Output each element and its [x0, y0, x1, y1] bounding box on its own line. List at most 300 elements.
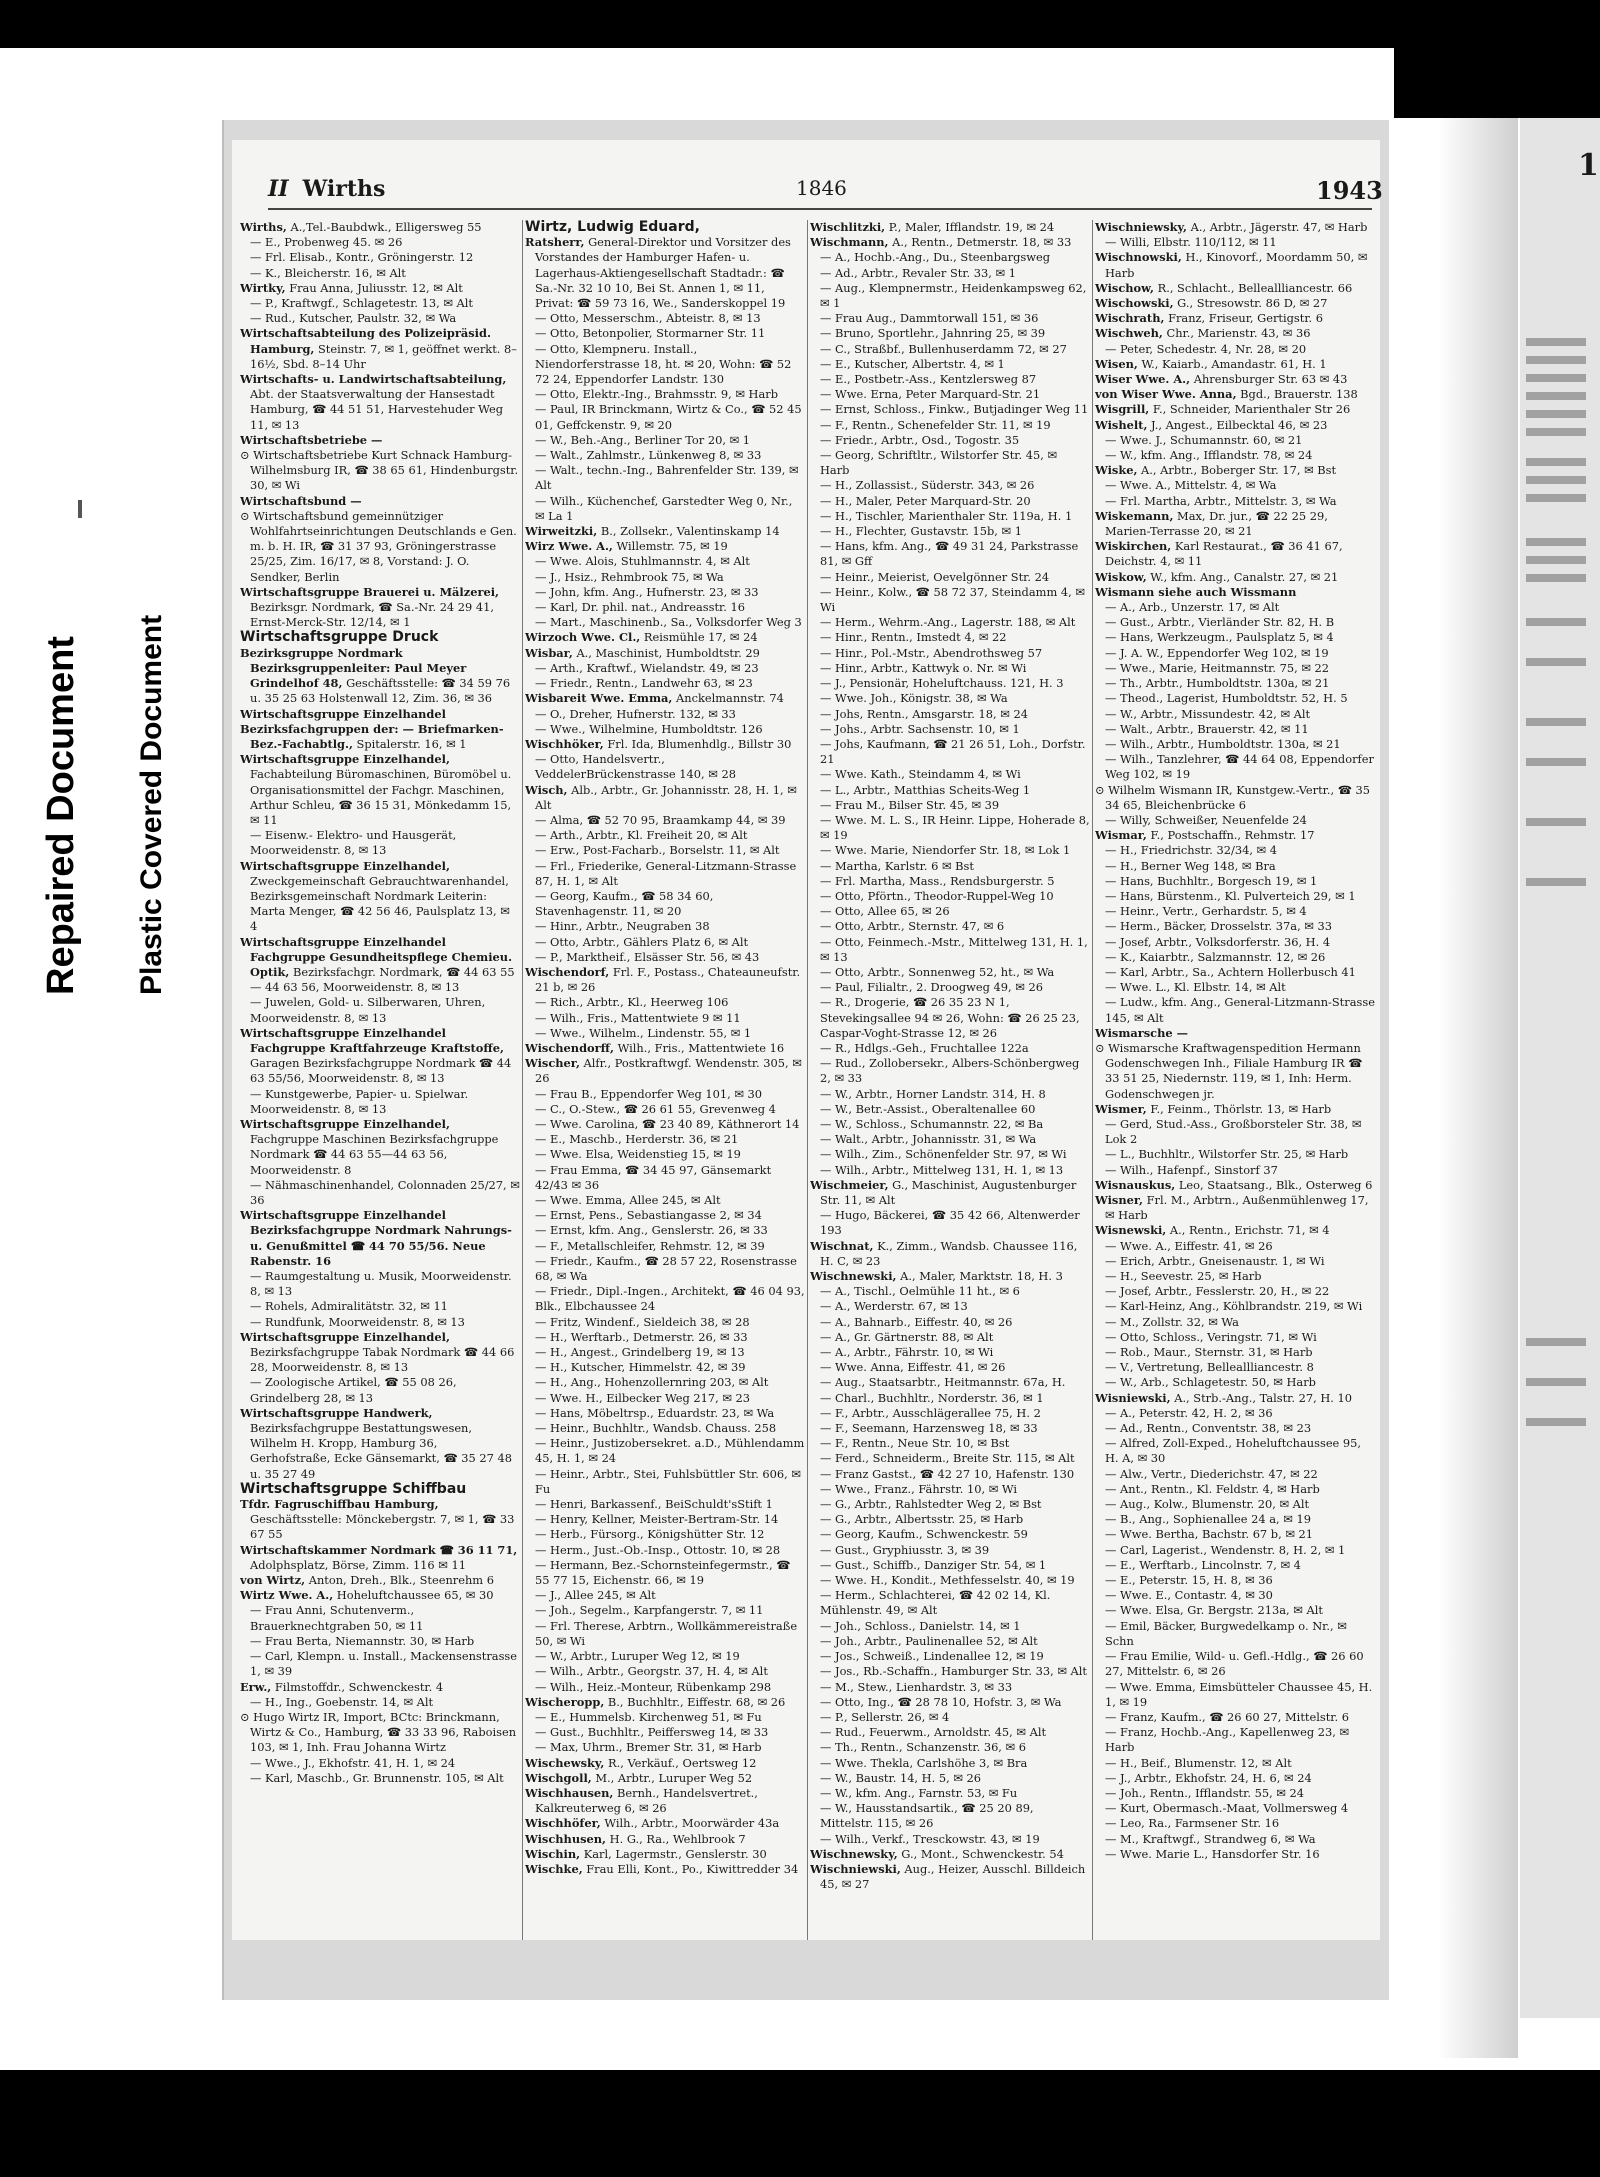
- directory-entry: — Joh., Arbtr., Paulinenallee 52, ✉ Alt: [820, 1633, 1038, 1648]
- directory-entry: — Wwe. Bertha, Bachstr. 67 b, ✉ 21: [1105, 1527, 1313, 1542]
- scan-border-bottom: [0, 2070, 1600, 2177]
- directory-entry: — J., Arbtr., Ekhofstr. 24, H. 6, ✉ 24: [1105, 1770, 1312, 1785]
- directory-entry: — Rohels, Admiralitätstr. 32, ✉ 11: [250, 1299, 448, 1314]
- directory-entry: Wischnewski, A., Maler, Marktstr. 18, H. 3: [810, 1269, 1063, 1284]
- directory-entry: Wirtschaftskammer Nordmark ☎ 36 11 71, Adolphsplatz, Börse, Zimm. 116 ✉ 11: [240, 1542, 518, 1572]
- directory-entry: — Joh., Rentn., Ifflandstr. 55, ✉ 24: [1105, 1785, 1304, 1800]
- directory-entry: — Max, Uhrm., Bremer Str. 31, ✉ Harb: [535, 1740, 762, 1755]
- directory-entry: — Peter, Schedestr. 4, Nr. 28, ✉ 20: [1105, 341, 1307, 356]
- directory-entry: Wisch, Alb., Arbtr., Gr. Johannisstr. 28, H. 1, ✉ Alt: [525, 782, 797, 812]
- directory-entry: — Frau Emma, ☎ 34 45 97, Gänsemarkt 42/43 ✉ 36: [535, 1162, 772, 1192]
- directory-entry: Wischnat, K., Zimm., Wandsb. Chaussee 116, H. C, ✉ 23: [810, 1238, 1078, 1268]
- directory-entry: — K., Bleicherstr. 16, ✉ Alt: [250, 265, 406, 280]
- directory-entry: — A., Bahnarb., Eiffestr. 40, ✉ 26: [820, 1314, 1013, 1329]
- directory-entry: Wirtschaftsgruppe Schiffbau: [240, 1480, 467, 1497]
- directory-entry: — H., Werftarb., Detmerstr. 26, ✉ 33: [535, 1329, 748, 1344]
- directory-entry: Wisner, Frl. M., Arbtrn., Außenmühlenweg 17, ✉ Harb: [1095, 1193, 1369, 1223]
- directory-entry: — Rud., Kutscher, Paulstr. 32, ✉ Wa: [250, 311, 457, 326]
- directory-entry: — Wwe., Marie, Heitmannstr. 75, ✉ 22: [1105, 660, 1330, 675]
- directory-entry: — Joh., Segelm., Karpfangerstr. 7, ✉ 11: [535, 1603, 764, 1618]
- directory-entry: — Gust., Schiffb., Danziger Str. 54, ✉ 1: [820, 1557, 1047, 1572]
- directory-entry: — Alfred, Zoll-Exped., Hoheluftchaussee 95, H. A, ✉ 30: [1105, 1436, 1362, 1466]
- directory-entry: — Herb., Fürsorg., Königshütter Str. 12: [535, 1527, 765, 1542]
- directory-column-3: [810, 220, 1090, 1960]
- margin-mark: [78, 500, 82, 518]
- directory-entry: — W., Betr.-Assist., Oberaltenallee 60: [820, 1101, 1036, 1116]
- directory-entry: — Charl., Buchhltr., Norderstr. 36, ✉ 1: [820, 1390, 1044, 1405]
- directory-entry: — R., Hdlgs.-Geh., Fruchtallee 122a: [820, 1040, 1029, 1055]
- directory-entry: — Ludw., kfm. Ang., General-Litzmann-Strasse 145, ✉ Alt: [1105, 995, 1375, 1025]
- directory-entry: — Bruno, Sportlehr., Jahnring 25, ✉ 39: [820, 326, 1046, 341]
- directory-entry: Wirtschaftsgruppe Druck: [240, 629, 439, 646]
- directory-entry: — W., Beh.-Ang., Berliner Tor 20, ✉ 1: [535, 432, 750, 447]
- directory-entry: — Hans, Werkzeugm., Paulsplatz 5, ✉ 4: [1105, 630, 1334, 645]
- directory-entry: — Josef, Arbtr., Volksdorferstr. 36, H. 4: [1105, 934, 1331, 949]
- directory-entry: — Alw., Vertr., Diederichstr. 47, ✉ 22: [1105, 1466, 1318, 1481]
- directory-entry: — H., Maler, Peter Marquard-Str. 20: [820, 493, 1031, 508]
- directory-entry: Wirtschaftsgruppe Einzelhandel Fachgruppe Gesundheitspflege Chemieu. Optik, Bezirksfachgr. Nordmark, ☎ 44 63 55 — 44 63 56, Moorweidenstr. 8, ✉ 13: [240, 934, 515, 995]
- directory-entry: — Frau Berta, Niemannstr. 30, ✉ Harb: [250, 1633, 475, 1648]
- page-header: [268, 176, 1383, 216]
- directory-entry: — Martha, Karlstr. 6 ✉ Bst: [820, 858, 974, 873]
- directory-entry: — Wwe., J., Ekhofstr. 41, H. 1, ✉ 24: [250, 1755, 456, 1770]
- directory-entry: Wirtschaftsgruppe Handwerk, Bezirksfachgruppe Bestattungswesen, Wilhelm H. Kropp, Hamburg 36, Gerhofstraße, Ecke Gänsemarkt, ☎ 35 27 48 u. 35 27 49: [240, 1405, 513, 1481]
- directory-column-1: [240, 220, 520, 1960]
- directory-entry: — Mart., Maschinenb., Sa., Volksdorfer Weg 3: [535, 615, 802, 630]
- directory-entry: — Otto, Schloss., Veringstr. 71, ✉ Wi: [1105, 1329, 1317, 1344]
- directory-entry: — P., Kraftwgf., Schlagetestr. 13, ✉ Alt: [250, 296, 473, 311]
- directory-entry: Wirtz, Ludwig Eduard,: [525, 220, 700, 235]
- directory-entry: Wirths, A.,Tel.-Baubdwk., Elligersweg 55: [240, 220, 482, 234]
- directory-entry: Wischeropp, B., Buchhltr., Eiffestr. 68, ✉ 26: [525, 1694, 786, 1709]
- directory-entry: — Herm., Schlachterei, ☎ 42 02 14, Kl. Mühlenstr. 49, ✉ Alt: [820, 1588, 1051, 1618]
- directory-entry: Wisgrill, F., Schneider, Marienthaler Str 26: [1095, 402, 1351, 417]
- directory-entry: — Wilh., Fris., Mattentwiete 9 ✉ 11: [535, 1010, 741, 1025]
- directory-entry: — Gust., Arbtr., Vierländer Str. 82, H. B: [1105, 615, 1335, 630]
- directory-entry: — Wilh., Küchenchef, Garstedter Weg 0, Nr., ✉ La 1: [535, 493, 793, 523]
- directory-entry: — A., Tischl., Oelmühle 11 ht., ✉ 6: [820, 1284, 1020, 1299]
- directory-entry: — Karl, Dr. phil. nat., Andreasstr. 16: [535, 600, 745, 615]
- directory-entry: — Wwe. M. L. S., IR Heinr. Lippe, Hoherade 8, ✉ 19: [820, 812, 1090, 843]
- directory-entry: — H., Kutscher, Himmelstr. 42, ✉ 39: [535, 1360, 746, 1375]
- directory-entry: Wischniewski, Aug., Heizer, Ausschl. Billdeich 45, ✉ 27: [810, 1861, 1086, 1892]
- directory-entry: Bezirksfachgruppen der: — Briefmarken-Bez.-Fachabtlg., Spitalerstr. 16, ✉ 1: [240, 721, 504, 751]
- directory-entry: — Hinr., Arbtr., Neugraben 38: [535, 919, 710, 934]
- directory-entry: Wischnewsky, G., Mont., Schwenckestr. 54: [810, 1846, 1064, 1861]
- directory-entry: Wiske, A., Arbtr., Boberger Str. 17, ✉ Bst: [1095, 463, 1337, 478]
- directory-entry: Tfdr. Fagruschiffbau Hamburg, Geschäftsstelle: Mönckebergstr. 7, ✉ 1, ☎ 33 67 55: [240, 1497, 515, 1542]
- directory-entry: — Wwe. Marie L., Hansdorfer Str. 16: [1105, 1846, 1320, 1861]
- directory-entry: — Otto, Klempneru. Install., Niendorferstrasse 18, ht. ✉ 20, Wohn: ☎ 52 72 24, Eppendorfer Landstr. 130: [535, 341, 792, 387]
- directory-entry: — F., Rentn., Neue Str. 10, ✉ Bst: [820, 1436, 1010, 1451]
- directory-entry: Wirzoch Wwe. Cl., Reismühle 17, ✉ 24: [525, 630, 758, 645]
- directory-entry: — E., Werftarb., Lincolnstr. 7, ✉ 4: [1105, 1557, 1301, 1572]
- directory-entry: Bezirksgruppe Nordmark Bezirksgruppenleiter: Paul Meyer Grindelhof 48, Geschäftsstelle: ☎ 34 59 76 u. 35 25 63 Holstenwall 12, Zim. 36, ✉ 36: [240, 645, 511, 706]
- directory-entry: — Heinr., Kolw., ☎ 58 72 37, Steindamm 4, ✉ Wi: [820, 584, 1085, 615]
- directory-entry: ⊙ Wilhelm Wismann IR, Kunstgew.-Vertr., ☎ 35 34 65, Bleichenbrücke 6: [1095, 782, 1371, 812]
- directory-entry: — Josef, Arbtr., Fesslerstr. 20, H., ✉ 22: [1105, 1284, 1330, 1299]
- directory-entry: — Wwe. A., Eiffestr. 41, ✉ 26: [1105, 1238, 1273, 1253]
- directory-entry: — Otto, Elektr.-Ing., Brahmsstr. 9, ✉ Harb: [535, 387, 778, 402]
- directory-entry: ⊙ Wirtschaftsbund gemeinnütziger Wohlfahrtseinrichtungen Deutschlands e Gen. m. b. H. IR, ☎ 31 37 93, Gröningerstrasse 25/25, Zim. 16/17, ✉ 8, Vorstand: J. O. Sendker, Berlin: [240, 508, 517, 584]
- directory-entry: — Erich, Arbtr., Gneisenaustr. 1, ✉ Wi: [1105, 1253, 1325, 1268]
- directory-entry: Wiskow, W., kfm. Ang., Canalstr. 27, ✉ 21: [1095, 569, 1339, 584]
- directory-entry: — Willi, Elbstr. 110/112, ✉ 11: [1105, 235, 1277, 250]
- directory-entry: — Kunstgewerbe, Papier- u. Spielwar. Moorweidenstr. 8, ✉ 13: [250, 1086, 469, 1116]
- directory-entry: Wiser Wwe. A., Ahrensburger Str. 63 ✉ 43: [1095, 372, 1348, 387]
- directory-entry: Wischendorff, Wilh., Fris., Mattentwiete 16: [525, 1040, 785, 1055]
- directory-entry: — Friedr., Kaufm., ☎ 28 57 22, Rosenstrasse 68, ✉ Wa: [535, 1253, 797, 1284]
- directory-entry: Erw., Filmstoffdr., Schwenckestr. 4: [240, 1679, 444, 1694]
- directory-entry: Wischrath, Franz, Friseur, Gertigstr. 6: [1095, 311, 1324, 326]
- directory-entry: — Gerd, Stud.-Ass., Großborsteler Str. 38, ✉ Lok 2: [1105, 1116, 1362, 1147]
- directory-entry: — Hans, Bürstenm., Kl. Pulverteich 29, ✉ 1: [1105, 888, 1356, 903]
- directory-entry: — G., Arbtr., Albertsstr. 25, ✉ Harb: [820, 1512, 1024, 1527]
- directory-entry: — P., Sellerstr. 26, ✉ 4: [820, 1709, 950, 1724]
- directory-entry: — E., Peterstr. 15, H. 8, ✉ 36: [1105, 1573, 1273, 1588]
- directory-entry: — O., Dreher, Hufnerstr. 132, ✉ 33: [535, 706, 736, 721]
- directory-entry: — J. A. W., Eppendorfer Weg 102, ✉ 19: [1105, 645, 1329, 660]
- directory-entry: — Aug., Klempnermstr., Heidenkampsweg 62, ✉ 1: [820, 280, 1087, 311]
- directory-entry: — Wwe. J., Schumannstr. 60, ✉ 21: [1105, 432, 1303, 447]
- directory-entry: — H., Seevestr. 25, ✉ Harb: [1105, 1269, 1262, 1284]
- directory-entry: Wishelt, J., Angest., Eilbecktal 46, ✉ 23: [1095, 417, 1328, 432]
- directory-entry: Wischhöfer, Wilh., Arbtr., Moorwärder 43a: [525, 1816, 780, 1831]
- directory-entry: Wisbar, A., Maschinist, Humboldtstr. 29: [525, 645, 760, 660]
- header-page-number: 1846: [796, 176, 847, 200]
- directory-entry: — P., Marktheif., Elsässer Str. 56, ✉ 43: [535, 949, 760, 964]
- directory-entry: — Wwe. Carolina, ☎ 23 40 89, Käthnerort 14: [535, 1116, 800, 1131]
- directory-entry: — V., Vertretung, Belleallliancestr. 8: [1105, 1360, 1314, 1375]
- directory-entry: — Wwe. Kath., Steindamm 4, ✉ Wi: [820, 767, 1021, 782]
- directory-entry: — G., Arbtr., Rahlstedter Weg 2, ✉ Bst: [820, 1497, 1042, 1512]
- directory-entry: — F., Seemann, Harzensweg 18, ✉ 33: [820, 1421, 1038, 1436]
- directory-entry: — Frau B., Eppendorfer Weg 101, ✉ 30: [535, 1086, 763, 1101]
- directory-entry: — Paul, Filialtr., 2. Droogweg 49, ✉ 26: [820, 980, 1043, 995]
- directory-entry: — Frl. Elisab., Kontr., Gröningerstr. 12: [250, 250, 474, 265]
- directory-entry: Wischmann, A., Rentn., Detmerstr. 18, ✉ 33: [810, 235, 1072, 250]
- directory-entry: Wirtschafts- u. Landwirtschaftsabteilung, Abt. der Staatsverwaltung der Hansestadt Hamburg, ☎ 44 51 51, Harvestehuder Weg 11, ✉ 13: [240, 372, 507, 432]
- directory-entry: — Heinr., Meierist, Oevelgönner Str. 24: [820, 569, 1050, 584]
- directory-entry: — Wwe. Joh., Königstr. 38, ✉ Wa: [820, 691, 1008, 706]
- directory-entry: — Johs, Kaufmann, ☎ 21 26 51, Loh., Dorfstr. 21: [820, 736, 1086, 767]
- directory-entry: — B., Ang., Sophienallee 24 a, ✉ 19: [1105, 1512, 1311, 1527]
- directory-entry: — Nähmaschinenhandel, Colonnaden 25/27, ✉ 36: [250, 1177, 520, 1207]
- directory-entry: — Wwe. A., Mittelstr. 4, ✉ Wa: [1105, 478, 1277, 493]
- header-running-title: [268, 176, 385, 202]
- directory-entry: Wisen, W., Kaiarb., Amandastr. 61, H. 1: [1095, 356, 1327, 371]
- directory-entry: Wischniewsky, A., Arbtr., Jägerstr. 47, ✉ Harb: [1095, 220, 1368, 234]
- scan-border-top: [0, 0, 1600, 48]
- directory-entry: — Wilh., Heiz.-Monteur, Rübenkamp 298: [535, 1679, 772, 1694]
- directory-entry: — Ad., Arbtr., Revaler Str. 33, ✉ 1: [820, 265, 1016, 280]
- directory-entry: Wischowski, G., Stresowstr. 86 D, ✉ 27: [1095, 296, 1328, 311]
- directory-entry: — Frl. Therese, Arbtrn., Wollkämmereistraße 50, ✉ Wi: [535, 1618, 798, 1648]
- directory-entry: — Hugo, Bäckerei, ☎ 35 42 66, Altenwerder 193: [820, 1208, 1080, 1238]
- directory-entry: Wirtschaftsbetriebe —: [240, 432, 383, 447]
- directory-entry: — Walt., Zahlmstr., Lünkenweg 8, ✉ 33: [535, 448, 762, 463]
- adjacent-page: [1520, 118, 1600, 2018]
- directory-entry: Wischow, R., Schlacht., Belleallliancestr. 66: [1095, 280, 1353, 295]
- directory-entry: Wismer, F., Feinm., Thörlstr. 13, ✉ Harb: [1095, 1101, 1332, 1116]
- directory-entry: — Wilh., Arbtr., Mittelweg 131, H. 1, ✉ 13: [820, 1162, 1064, 1177]
- directory-entry: — Wilh., Tanzlehrer, ☎ 44 64 08, Eppendorfer Weg 102, ✉ 19: [1105, 752, 1374, 782]
- directory-entry: — Frl., Friederike, General-Litzmann-Strasse 87, H. 1, ✉ Alt: [535, 858, 797, 888]
- directory-entry: Wirtschaftsgruppe Einzelhandel, Fachgruppe Maschinen Bezirksfachgruppe Nordmark ☎ 44 63 55—44 63 56, Moorweidenstr. 8: [240, 1116, 499, 1177]
- directory-entry: Wischlitzki, P., Maler, Ifflandstr. 19, ✉ 24: [810, 220, 1055, 234]
- directory-entry: Wirtky, Frau Anna, Juliusstr. 12, ✉ Alt: [240, 280, 463, 295]
- directory-entry: — F., Rentn., Schenefelder Str. 11, ✉ 19: [820, 417, 1051, 432]
- directory-entry: Wirtschaftsgruppe Einzelhandel, Bezirksfachgruppe Tabak Nordmark ☎ 44 66 28, Moorweidenstr. 8, ✉ 13: [240, 1329, 515, 1375]
- directory-entry: Wischnowski, H., Kinovorf., Moordamm 50, ✉ Harb: [1095, 250, 1368, 280]
- directory-entry: — Wwe. H., Kondit., Methfesselstr. 40, ✉ 19: [820, 1573, 1075, 1588]
- directory-entry: — A., Hochb.-Ang., Du., Steenbargsweg: [820, 250, 1051, 265]
- directory-entry: — Rud., Zollobersekr., Albers-Schönbergweg 2, ✉ 33: [820, 1056, 1080, 1086]
- directory-entry: — A., Werderstr. 67, ✉ 13: [820, 1299, 968, 1314]
- directory-entry: — Georg, Kaufm., Schwenckestr. 59: [820, 1527, 1028, 1542]
- directory-entry: Wischke, Frau Elli, Kont., Po., Kiwittredder 34: [525, 1861, 799, 1876]
- directory-entry: — Paul, IR Brinckmann, Wirtz & Co., ☎ 52 45 01, Geffckenstr. 9, ✉ 20: [535, 402, 802, 432]
- directory-entry: — J., Hsiz., Rehmbrook 75, ✉ Wa: [535, 569, 724, 584]
- directory-entry: — Willy, Schweißer, Neuenfelde 24: [1105, 812, 1307, 827]
- directory-entry: Wirz Wwe. A., Willemstr. 75, ✉ 19: [525, 539, 728, 554]
- directory-entry: — L., Arbtr., Matthias Scheits-Weg 1: [820, 782, 1031, 797]
- directory-entry: — Aug., Kolw., Blumenstr. 20, ✉ Alt: [1105, 1497, 1310, 1512]
- directory-entry: Wirtschaftsgruppe Einzelhandel Fachgruppe Kraftfahrzeuge Kraftstoffe, Garagen Bezirksfachgruppe Nordmark ☎ 44 63 55/56, Moorweidenstr. 8, ✉ 13: [240, 1025, 512, 1086]
- directory-entry: — W., Arbtr., Luruper Weg 12, ✉ 19: [535, 1649, 740, 1664]
- directory-entry: — Arth., Arbtr., Kl. Freiheit 20, ✉ Alt: [535, 828, 748, 843]
- directory-entry: — Th., Rentn., Schanzenstr. 36, ✉ 6: [820, 1740, 1026, 1755]
- directory-entry: — Otto, Feinmech.-Mstr., Mittelweg 131, H. 1, ✉ 13: [820, 934, 1088, 964]
- directory-entry: ⊙ Wirtschaftsbetriebe Kurt Schnack Hamburg-Wilhelmsburg IR, ☎ 38 65 61, Hindenburgstr. 30, ✉ Wi: [240, 448, 519, 493]
- directory-entry: — Jos., Schweiß., Lindenallee 12, ✉ 19: [820, 1649, 1044, 1664]
- directory-entry: — F., Arbtr., Ausschlägerallee 75, H. 2: [820, 1405, 1041, 1420]
- directory-entry: — Frau M., Bilser Str. 45, ✉ 39: [820, 797, 1000, 812]
- directory-entry: Wirtschaftsgruppe Brauerei u. Mälzerei, Bezirksgr. Nordmark, ☎ Sa.-Nr. 24 29 41, Ernst-Merck-Str. 12/14, ✉ 1: [240, 584, 500, 630]
- directory-entry: — Herm., Bäcker, Drosselstr. 37a, ✉ 33: [1105, 919, 1332, 934]
- directory-entry: — Rud., Feuerwm., Arnoldstr. 45, ✉ Alt: [820, 1725, 1047, 1740]
- directory-entry: Wisnauskus, Leo, Staatsang., Blk., Osterweg 6: [1095, 1177, 1373, 1192]
- directory-entry: Wischweh, Chr., Marienstr. 43, ✉ 36: [1095, 326, 1311, 341]
- directory-entry: — W., Arbtr., Horner Landstr. 314, H. 8: [820, 1086, 1046, 1101]
- directory-entry: — Friedr., Rentn., Landwehr 63, ✉ 23: [535, 676, 753, 691]
- directory-entry: Wischin, Karl, Lagermstr., Genslerstr. 30: [525, 1846, 767, 1861]
- directory-entry: Wisbareit Wwe. Emma, Anckelmannstr. 74: [525, 691, 784, 706]
- directory-entry: Wischewsky, R., Verkäuf., Oertsweg 12: [525, 1755, 757, 1770]
- directory-entry: — Hans, Möbeltrsp., Eduardstr. 23, ✉ Wa: [535, 1405, 775, 1420]
- directory-entry: — Wwe. L., Kl. Elbstr. 14, ✉ Alt: [1105, 980, 1286, 995]
- directory-entry: — A., Arbtr., Fährstr. 10, ✉ Wi: [820, 1345, 994, 1360]
- directory-entry: — Ernst, Schloss., Finkw., Butjadinger Weg 11: [820, 402, 1089, 417]
- directory-entry: — E., Hummelsb. Kirchenweg 51, ✉ Fu: [535, 1709, 762, 1724]
- directory-entry: — Wwe. Emma, Allee 245, ✉ Alt: [535, 1193, 721, 1207]
- directory-entry: — Franz Gastst., ☎ 42 27 10, Hafenstr. 130: [820, 1466, 1075, 1481]
- directory-entry: — J., Pensionär, Hoheluftchauss. 121, H. 3: [820, 676, 1064, 691]
- directory-entry: — Otto, Messerschm., Abteistr. 8, ✉ 13: [535, 311, 761, 326]
- directory-entry: — Wwe. Emma, Eimsbütteler Chaussee 45, H. 1, ✉ 19: [1105, 1679, 1373, 1709]
- document-condition-labels: [40, 500, 190, 1020]
- directory-entry: — Frau Aug., Dammtorwall 151, ✉ 36: [820, 311, 1039, 326]
- directory-entry: — W., Arbtr., Missundestr. 42, ✉ Alt: [1105, 706, 1311, 721]
- directory-entry: Wischhöker, Frl. Ida, Blumenhdlg., Billstr 30: [525, 736, 792, 751]
- directory-entry: — M., Stew., Lienhardstr. 3, ✉ 33: [820, 1679, 1013, 1694]
- directory-entry: — Emil, Bäcker, Burgwedelkamp o. Nr., ✉ Schn: [1105, 1618, 1347, 1648]
- directory-entry: — Alma, ☎ 52 70 95, Braamkamp 44, ✉ 39: [535, 812, 786, 827]
- directory-entry: — Friedr., Arbtr., Osd., Togostr. 35: [820, 432, 1020, 447]
- directory-entry: — Wwe., Franz., Fährstr. 10, ✉ Wi: [820, 1481, 1018, 1496]
- directory-entry: — Wwe. Elsa, Gr. Bergstr. 213a, ✉ Alt: [1105, 1603, 1323, 1618]
- directory-entry: — H., Beif., Blumenstr. 12, ✉ Alt: [1105, 1755, 1292, 1770]
- directory-entry: — Franz, Kaufm., ☎ 26 60 27, Mittelstr. 6: [1105, 1709, 1349, 1724]
- directory-entry: — Wilh., Arbtr., Humboldtstr. 130a, ✉ 21: [1105, 736, 1341, 751]
- directory-entry: Wischendorf, Frl. F., Postass., Chateauneufstr. 21 b, ✉ 26: [525, 964, 801, 995]
- directory-entry: Wisnewski, A., Rentn., Erichstr. 71, ✉ 4: [1095, 1223, 1330, 1238]
- directory-entry: — K., Kaiarbtr., Salzmannstr. 12, ✉ 26: [1105, 949, 1326, 964]
- directory-entry: — Wwe. Thekla, Carlshöhe 3, ✉ Bra: [820, 1755, 1028, 1770]
- directory-entry: — Hans, Buchhltr., Borgesch 19, ✉ 1: [1105, 873, 1318, 888]
- directory-entry: — Wilh., Hafenpf., Sinstorf 37: [1105, 1162, 1278, 1177]
- directory-entry: — W., Baustr. 14, H. 5, ✉ 26: [820, 1770, 982, 1785]
- directory-entry: — H., Ing., Goebenstr. 14, ✉ Alt: [250, 1694, 434, 1709]
- directory-entry: — Theod., Lagerist, Humboldtstr. 52, H. 5: [1105, 691, 1348, 706]
- repaired-document-label: Repaired Document: [40, 636, 82, 995]
- directory-entry: — Walt., Arbtr., Brauerstr. 42, ✉ 11: [1105, 721, 1309, 736]
- directory-entry: — W., kfm. Ang., Ifflandstr. 78, ✉ 24: [1105, 448, 1313, 463]
- directory-entry: — Zoologische Artikel, ☎ 55 08 26, Grindelberg 28, ✉ 13: [250, 1375, 457, 1405]
- directory-entry: — C., O.-Stew., ☎ 26 61 55, Grevenweg 4: [535, 1101, 776, 1116]
- directory-entry: — Otto, Arbtr., Sonnenweg 52, ht., ✉ Wa: [820, 964, 1055, 979]
- directory-entry: — M., Zollstr. 32, ✉ Wa: [1105, 1314, 1239, 1329]
- header-name: Wirths: [302, 176, 386, 202]
- directory-entry: Wischhausen, Bernh., Handelsvertret., Kalkreuterweg 6, ✉ 26: [525, 1785, 758, 1816]
- directory-entry: — Georg, Schriftltr., Wilstorfer Str. 45, ✉ Harb: [820, 448, 1057, 478]
- directory-entry: — Otto, Arbtr., Gählers Platz 6, ✉ Alt: [535, 934, 749, 949]
- directory-entry: — Raumgestaltung u. Musik, Moorweidenstr. 8, ✉ 13: [250, 1269, 512, 1299]
- directory-entry: — Wwe. E., Contastr. 4, ✉ 30: [1105, 1588, 1273, 1603]
- directory-entry: — Joh., Schloss., Danielstr. 14, ✉ 1: [820, 1618, 1021, 1633]
- directory-entry: — Georg, Kaufm., ☎ 58 34 60, Stavenhagenstr. 11, ✉ 20: [535, 888, 714, 919]
- directory-entry: — H., Angest., Grindelberg 19, ✉ 13: [535, 1345, 745, 1360]
- directory-entry: — Wilh., Zim., Schönenfelder Str. 97, ✉ Wi: [820, 1147, 1067, 1162]
- directory-column-4: [1095, 220, 1375, 1960]
- directory-entry: — Wwe. Elsa, Weidenstieg 15, ✉ 19: [535, 1147, 741, 1162]
- directory-entry: — H., Flechter, Gustavstr. 15b, ✉ 1: [820, 524, 1022, 539]
- directory-entry: — Wwe. Anna, Eiffestr. 41, ✉ 26: [820, 1360, 1006, 1375]
- directory-entry: — Otto, Arbtr., Sternstr. 47, ✉ 6: [820, 919, 1005, 934]
- directory-entry: — Aug., Staatsarbtr., Heitmannstr. 67a, H.: [820, 1375, 1066, 1390]
- header-rule: [268, 208, 1372, 210]
- directory-entry: — Heinr., Vertr., Gerhardstr. 5, ✉ 4: [1105, 904, 1307, 919]
- directory-entry: — F., Metallschleifer, Rehmstr. 12, ✉ 39: [535, 1238, 765, 1253]
- adjacent-page-number: 1: [1578, 148, 1599, 183]
- directory-entry: — Karl, Arbtr., Sa., Achtern Hollerbusch 41: [1105, 964, 1356, 979]
- directory-entry: ⊙ Wismarsche Kraftwagenspedition Hermann Godenschwegen Inh., Filiale Hamburg IR ☎ 33 51 25, Niedernstr. 119, ✉ 1, Inh: Herm. Godenschwegen jr.: [1095, 1040, 1363, 1101]
- directory-entry: Wirtschaftsabteilung des Polizeipräsid. Hamburg, Steinstr. 7, ✉ 1, geöffnet werkt. 8–16½, Sbd. 8–14 Uhr: [240, 326, 517, 371]
- directory-entry: — Erw., Post-Facharb., Borselstr. 11, ✉ Alt: [535, 843, 780, 858]
- directory-entry: — W., Arb., Schlagetestr. 50, ✉ Harb: [1105, 1375, 1316, 1390]
- directory-entry: — Otto, Pförtn., Theodor-Ruppel-Weg 10: [820, 888, 1054, 903]
- directory-entry: — E., Probenweg 45. ✉ 26: [250, 235, 403, 250]
- header-year: 1943: [1316, 176, 1383, 205]
- directory-entry: — A., Peterstr. 42, H. 2, ✉ 36: [1105, 1405, 1273, 1420]
- directory-entry: — Johs, Rentn., Amsgarstr. 18, ✉ 24: [820, 706, 1028, 721]
- directory-entry: — W., Schloss., Schumannstr. 22, ✉ Ba: [820, 1116, 1044, 1131]
- directory-entry: — R., Drogerie, ☎ 26 35 23 N 1, Stevekingsallee 94 ✉ 26, Wohn: ☎ 26 25 23, Caspar-Voght-Strasse 12, ✉ 26: [820, 995, 1080, 1040]
- directory-entry: — A., Arb., Unzerstr. 17, ✉ Alt: [1105, 600, 1280, 615]
- directory-entry: — H., Berner Weg 148, ✉ Bra: [1105, 858, 1276, 873]
- plastic-covered-label: Plastic Covered Document: [135, 614, 168, 995]
- directory-entry: Wirtschaftsbund —: [240, 493, 362, 508]
- directory-entry: Wiskemann, Max, Dr. jur., ☎ 22 25 29, Marien-Terrasse 20, ✉ 21: [1095, 508, 1328, 539]
- directory-entry: — Gust., Buchhltr., Peiffersweg 14, ✉ 33: [535, 1725, 769, 1740]
- directory-entry: — Frau Emilie, Wild- u. Gefl.-Hdlg., ☎ 26 60 27, Mittelstr. 6, ✉ 26: [1105, 1649, 1364, 1679]
- directory-entry: — Heinr., Buchhltr., Wandsb. Chauss. 258: [535, 1421, 777, 1436]
- directory-entry: Wirtschaftsgruppe Einzelhandel, Zweckgemeinschaft Gebrauchtwarenhandel, Bezirksgemeinschaft Nordmark Leiterin: Marta Menger, ☎ 42 56 46, Paulsplatz 13, ✉ 4: [240, 858, 510, 934]
- directory-entry: Wirtz Wwe. A., Hoheluftchaussee 65, ✉ 30: [240, 1588, 494, 1603]
- directory-entry: — Wwe. H., Eilbecker Weg 217, ✉ 23: [535, 1390, 751, 1405]
- scan-border-tab: [1394, 0, 1600, 118]
- directory-entry: Wischhusen, H. G., Ra., Wehlbrook 7: [525, 1831, 746, 1846]
- directory-entry: — C., Straßbf., Bullenhuserdamm 72, ✉ 27: [820, 341, 1067, 356]
- directory-entry: von Wiser Wwe. Anna, Bgd., Brauerstr. 138: [1095, 387, 1358, 402]
- directory-entry: — Herm., Just.-Ob.-Insp., Ottostr. 10, ✉ 28: [535, 1542, 781, 1557]
- directory-entry: ⊙ Hugo Wirtz IR, Import, BCtc: Brinckmann, Wirtz & Co., Hamburg, ☎ 33 33 96, Raboisen 103, ✉ 1, Inh. Frau Johanna Wirtz: [240, 1709, 517, 1755]
- directory-entry: Wischmeier, G., Maschinist, Augustenburger Str. 11, ✉ Alt: [810, 1177, 1077, 1207]
- directory-entry: — Wwe., Wilhelm., Lindenstr. 55, ✉ 1: [535, 1025, 752, 1040]
- directory-entry: Wirtschaftsgruppe Einzelhandel Bezirksfachgruppe Nordmark Nahrungs- u. Genußmittel ☎ 44 70 55/56. Neue Rabenstr. 16: [240, 1208, 512, 1268]
- directory-entry: — H., Ang., Hohenzollernring 203, ✉ Alt: [535, 1375, 769, 1390]
- directory-entry: Ratsherr, General-Direktor und Vorsitzer des Vorstandes der Hamburger Hafen- u. Lagerhaus-Aktiengesellschaft Stadtadr.: ☎ Sa.-Nr. 32 10 10, Bei St. Annen 1, ✉ 11, Privat: ☎ 59 73 16, We., Sanderskoppel 19: [525, 235, 791, 311]
- directory-entry: — Wwe., Wilhelmine, Humboldtstr. 126: [535, 721, 763, 736]
- directory-entry: — Rundfunk, Moorweidenstr. 8, ✉ 13: [250, 1314, 465, 1329]
- directory-entry: — Otto, Allee 65, ✉ 26: [820, 904, 950, 919]
- directory-entry: Wismann siehe auch Wissmann: [1095, 584, 1297, 599]
- directory-entry: — Th., Arbtr., Humboldtstr. 130a, ✉ 21: [1105, 676, 1330, 691]
- directory-entry: — Hermann, Bez.-Schornsteinfegermstr., ☎ 55 77 15, Eichenstr. 66, ✉ 19: [535, 1557, 791, 1588]
- directory-entry: — Otto, Ing., ☎ 28 78 10, Hofstr. 3, ✉ Wa: [820, 1694, 1062, 1709]
- directory-entry: — E., Postbetr.-Ass., Kentzlersweg 87: [820, 372, 1037, 387]
- directory-entry: — Hinr., Pol.-Mstr., Abendrothsweg 57: [820, 645, 1043, 660]
- directory-entry: Wismar, F., Postschaffn., Rehmstr. 17: [1095, 828, 1315, 843]
- directory-entry: — Ernst, kfm. Ang., Genslerstr. 26, ✉ 33: [535, 1223, 768, 1238]
- directory-entry: — Wwe. Alois, Stuhlmannstr. 4, ✉ Alt: [535, 554, 750, 569]
- directory-entry: — Heinr., Justizobersekret. a.D., Mühlendamm 45, H. 1, ✉ 24: [535, 1436, 805, 1466]
- directory-entry: — Eisenw.- Elektro- und Hausgerät, Moorweidenstr. 8, ✉ 13: [250, 828, 457, 858]
- directory-entry: — A., Gr. Gärtnerstr. 88, ✉ Alt: [820, 1329, 994, 1344]
- directory-entry: — Frl. Martha, Mass., Rendsburgerstr. 5: [820, 873, 1055, 888]
- directory-entry: — M., Kraftwgf., Strandweg 6, ✉ Wa: [1105, 1831, 1316, 1846]
- directory-entry: Wisniewski, A., Strb.-Ang., Talstr. 27, H. 10: [1095, 1390, 1353, 1405]
- directory-entry: von Wirtz, Anton, Dreh., Blk., Steenrehm 6: [240, 1573, 494, 1588]
- directory-entry: — Friedr., Dipl.-Ingen., Architekt, ☎ 46 04 93, Blk., Elbchaussee 24: [535, 1284, 805, 1314]
- directory-entry: — H., Friedrichstr. 32/34, ✉ 4: [1105, 843, 1277, 858]
- directory-entry: — E., Maschb., Herderstr. 36, ✉ 21: [535, 1132, 739, 1147]
- directory-entry: — Wwe. Erna, Peter Marquard-Str. 21: [820, 387, 1041, 402]
- directory-entry: Wismarsche —: [1095, 1025, 1188, 1040]
- directory-entry: — Ad., Rentn., Conventstr. 38, ✉ 23: [1105, 1421, 1312, 1436]
- directory-entry: — H., Zollassist., Süderstr. 343, ✉ 26: [820, 478, 1035, 493]
- directory-entry: — W., Hausstandsartik., ☎ 25 20 89, Mittelstr. 115, ✉ 26: [820, 1801, 1034, 1831]
- directory-entry: — E., Kutscher, Albertstr. 4, ✉ 1: [820, 356, 1005, 371]
- directory-entry: — Wilh., Arbtr., Georgstr. 37, H. 4, ✉ Alt: [535, 1664, 768, 1679]
- directory-entry: — Frau Anni, Schutenverm., Brauerknechtgraben 50, ✉ 11: [250, 1603, 424, 1633]
- directory-entry: — Johs., Arbtr. Sachsenstr. 10, ✉ 1: [820, 721, 1020, 736]
- directory-entry: — Karl-Heinz, Ang., Köhlbrandstr. 219, ✉ Wi: [1105, 1299, 1363, 1314]
- directory-entry: — Hans, kfm. Ang., ☎ 49 31 24, Parkstrasse 81, ✉ Gff: [820, 539, 1079, 569]
- directory-entry: — H., Tischler, Marienthaler Str. 119a, H. 1: [820, 508, 1073, 523]
- directory-column-2: [525, 220, 805, 1960]
- directory-entry: — Walt., Arbtr., Johannisstr. 31, ✉ Wa: [820, 1132, 1037, 1147]
